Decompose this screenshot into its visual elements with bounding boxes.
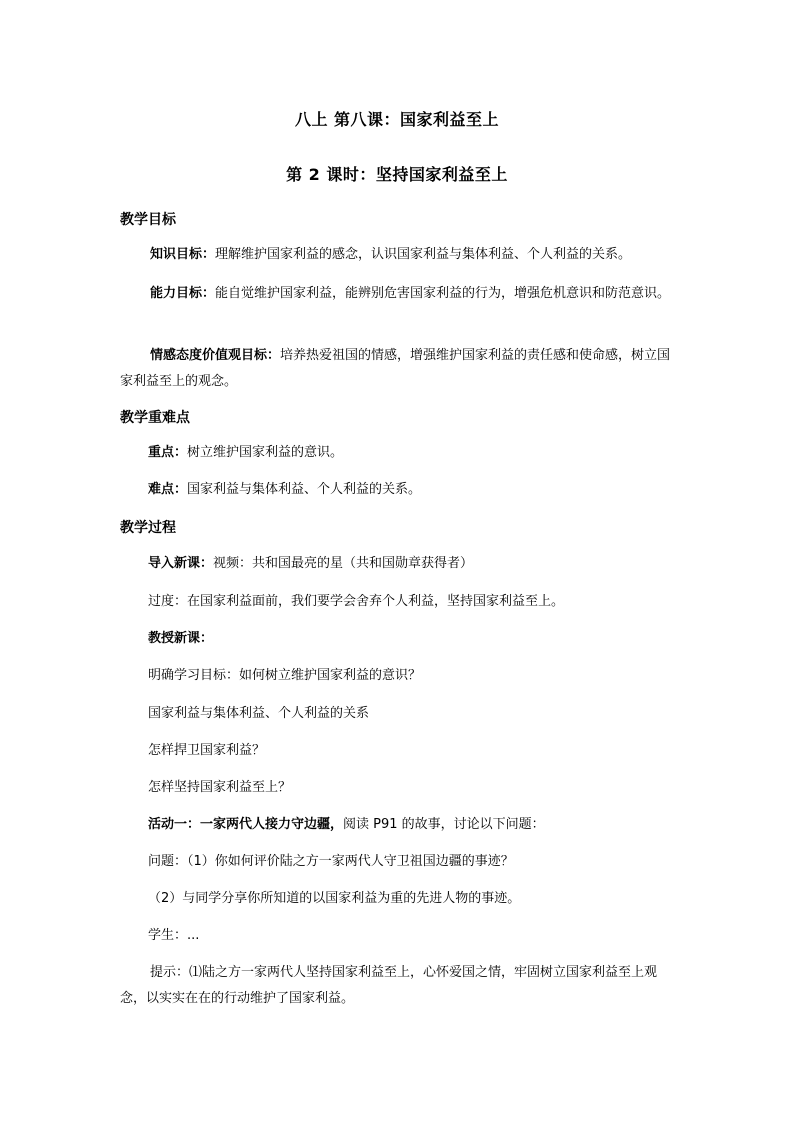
ability-goal-text: 能自觉维护国家利益，能辨别危害国家利益的行为，增强危机意识和防范意识。 <box>215 286 671 301</box>
difficult-point-label: 难点： <box>148 482 188 497</box>
list-item: 怎样坚持国家利益至上？ <box>148 780 292 795</box>
page-title: 八上 第八课：国家利益至上 <box>294 110 500 129</box>
emotion-goal-label: 情感态度价值观目标： <box>150 348 281 363</box>
hint-paragraph: 提示：⑴陆之方一家两代人坚持国家利益至上，心怀爱国之情，牢固树立国家利益至上观念，以实实在在的行动维护了国家利益。 <box>120 965 658 1006</box>
emotion-goal-text: 培养热爱祖国的情感，增强维护国家利益的责任感和使命感，树立国家利益至上的观念。 <box>120 348 671 389</box>
intro-paragraph <box>148 551 676 577</box>
activity-paragraph <box>148 812 676 838</box>
knowledge-goal-paragraph <box>120 242 676 268</box>
intro-label: 导入新课： <box>148 556 214 571</box>
key-point-paragraph <box>148 440 676 466</box>
student-line: 学生：... <box>148 928 200 943</box>
difficult-point-paragraph <box>148 477 676 503</box>
knowledge-goal-text: 理解维护国家利益的感念，认识国家利益与集体利益、个人利益的关系。 <box>215 247 632 262</box>
key-point-label: 重点： <box>148 445 188 460</box>
question-1: 问题：（1）你如何评价陆之方一家两代人守卫祖国边疆的事迹？ <box>148 854 514 869</box>
list-item: 国家利益与集体利益、个人利益的关系 <box>148 706 370 721</box>
teach-label: 教授新课： <box>148 631 214 646</box>
transition-paragraph: 过度：在国家利益面前，我们要学会舍弃个人利益，坚持国家利益至上。 <box>148 594 565 609</box>
key-point-text: 树立维护国家利益的意识。 <box>187 445 344 460</box>
activity-text: 阅读 P91 的故事，讨论以下问题： <box>343 817 545 832</box>
section-heading-goals: 教学目标 <box>120 212 176 228</box>
section-heading-key-points: 教学重难点 <box>120 410 190 426</box>
page-subtitle: 第 2 课时：坚持国家利益至上 <box>286 165 508 184</box>
question-2: （2）与同学分享你所知道的以国家利益为重的先进人物的事迹。 <box>148 891 521 906</box>
learning-goal-line: 明确学习目标：如何树立维护国家利益的意识？ <box>148 668 422 683</box>
intro-text: 视频：共和国最亮的星（共和国勋章获得者） <box>213 556 474 571</box>
ability-goal-label: 能力目标： <box>150 286 216 301</box>
activity-label: 活动一：一家两代人接力守边疆， <box>148 817 344 832</box>
knowledge-goal-label: 知识目标： <box>150 247 216 262</box>
section-heading-process: 教学过程 <box>120 520 176 536</box>
difficult-point-text: 国家利益与集体利益、个人利益的关系。 <box>187 482 422 497</box>
list-item: 怎样捍卫国家利益？ <box>148 743 266 758</box>
emotion-goal-paragraph <box>120 343 676 395</box>
ability-goal-paragraph <box>120 281 676 307</box>
